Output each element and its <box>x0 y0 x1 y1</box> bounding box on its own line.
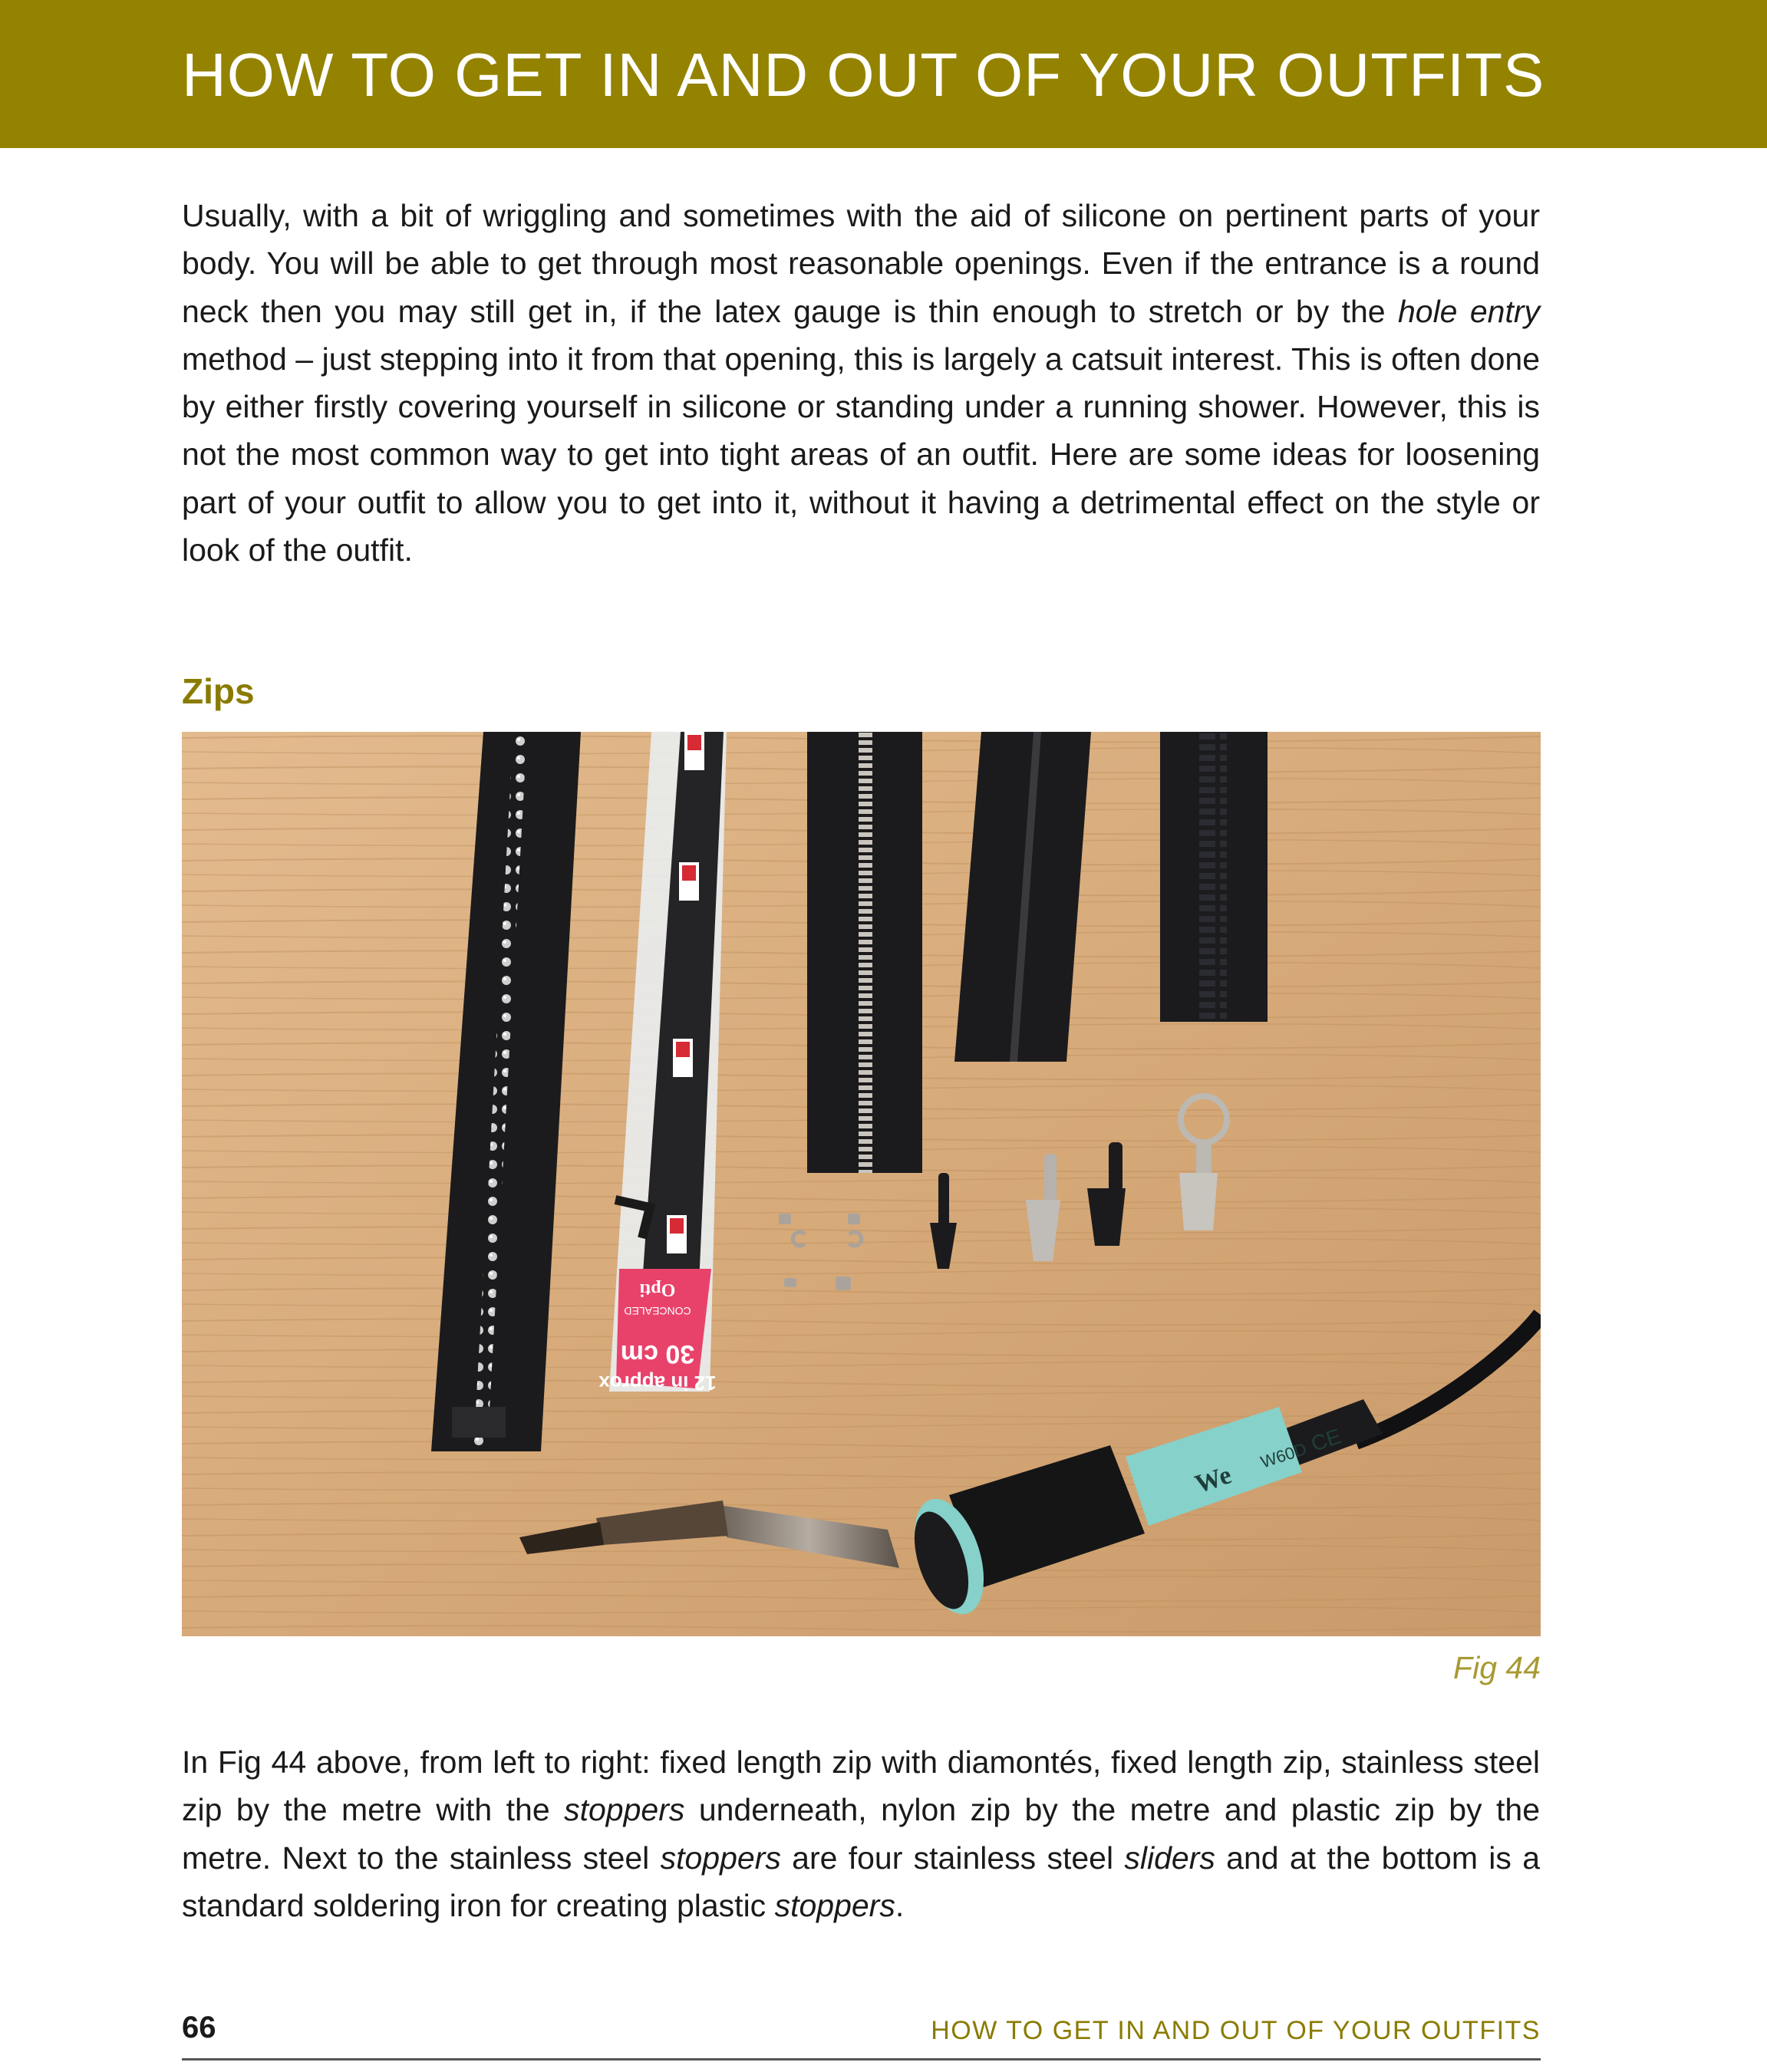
desc-emphasis-stoppers-3: stoppers <box>774 1887 895 1923</box>
page-number: 66 <box>182 2011 216 2044</box>
zips-photo <box>182 732 1541 1636</box>
desc-text-1: In Fig 44 above, from left to right: fixed length zip with diamontés, fixed length zip, stainless steel zip by the metre with the <box>182 1744 1540 1828</box>
plastic-zip <box>1160 732 1268 1022</box>
footer-rule <box>182 2058 1541 2060</box>
tag-type: CONCEALED <box>624 1305 691 1317</box>
intro-emphasis-hole-entry: hole entry <box>1397 293 1540 329</box>
intro-text-2: method – just stepping into it from that opening, this is largely a catsuit interest. This is often done by either firstly covering yourself in silicone or standing under a running shower. However, this is not the most common way to get into tight areas of an outfit. Here are some ideas for loosening part of your outfit to allow you to get into it, without it having a detrimental effect on the style or look of the outfit. <box>182 341 1540 568</box>
section-heading-zips: Zips <box>182 671 255 711</box>
intro-paragraph <box>182 192 1540 574</box>
title-banner <box>0 0 1767 148</box>
desc-emphasis-stoppers-2: stoppers <box>660 1840 781 1876</box>
iron-brand: We <box>1192 1461 1235 1499</box>
desc-text-2: underneath, nylon zip by the metre and plastic zip by the metre. Next to the stainless steel <box>182 1792 1541 1876</box>
description-paragraph <box>182 1738 1540 1929</box>
iron-model: W60D <box>1258 1438 1309 1472</box>
desc-emphasis-sliders: sliders <box>1124 1840 1215 1876</box>
running-title: HOW TO GET IN AND OUT OF YOUR OUTFITS <box>931 2016 1541 2045</box>
desc-text-5: . <box>895 1887 905 1923</box>
desc-text-4: and at the bottom is a standard soldering iron for creating plastic <box>182 1840 1540 1923</box>
tag-size-cm: 30 cm <box>620 1339 695 1369</box>
stainless-steel-zip <box>807 732 922 1173</box>
desc-text-3: are four stainless steel <box>780 1840 1125 1876</box>
tag-size-in: 12 in approx <box>598 1372 717 1395</box>
tag-brand: Opti <box>639 1280 676 1300</box>
page-title: HOW TO GET IN AND OUT OF YOUR OUTFITS <box>182 41 1545 109</box>
iron-ce-mark: CE <box>1308 1424 1344 1456</box>
intro-text-1: Usually, with a bit of wriggling and sometimes with the aid of silicone on pertinent parts of your body. You will be able to get through most reasonable openings. Even if the entrance is a round neck then you may still get in, if the latex gauge is thin enough to stretch or by the <box>182 198 1540 329</box>
desc-emphasis-stoppers-1: stoppers <box>564 1792 685 1828</box>
figure-caption: Fig 44 <box>1453 1650 1541 1685</box>
